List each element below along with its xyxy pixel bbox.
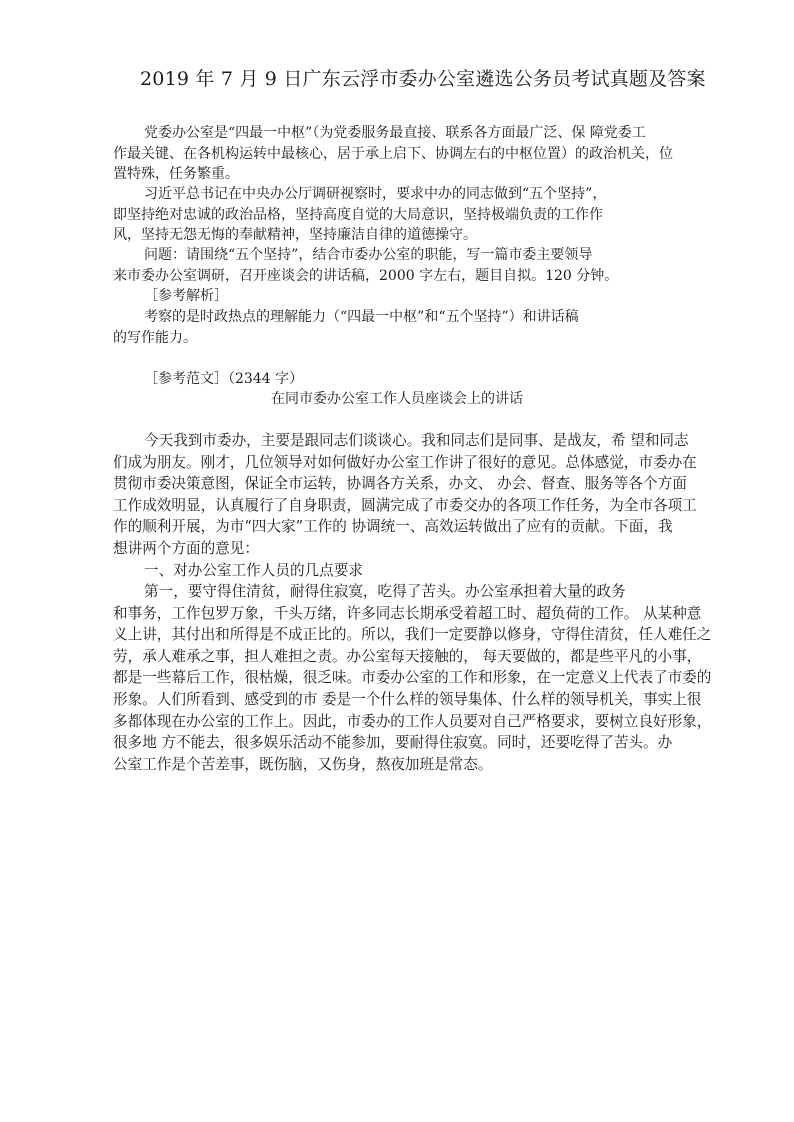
text-line: 来市委办公室调研，召开座谈会的讲话稿，2000 字左右，题目自拟。120 分钟。	[113, 267, 619, 284]
speech-paragraph-2	[113, 581, 712, 775]
text-line: 劳，承人难承之事，担人难担之责。办公室每天接触的， 每天要做的，都是些平凡的小事，	[113, 647, 702, 665]
text-line: 形象。人们所看到、感受到的市 委是一个什么样的领导集体、什么样的领导机关，事实上很	[113, 690, 702, 708]
section-heading: 一、对办公室工作人员的几点要求	[144, 562, 363, 579]
analysis-paragraph	[113, 307, 693, 348]
text-line: 党委办公室是“四最一中枢”（为党委服务最直接、联系各方面最广泛、保 障党委工	[144, 125, 646, 141]
text-line: 的写作能力。	[113, 329, 197, 346]
text-line: 都是一些幕后工作，很枯燥，很乏味。市委办公室的工作和形象，在一定意义上代表了市委的	[113, 669, 712, 687]
text-line: 风，坚持无怨无悔的奉献精神，坚持廉洁自律的道德操守。	[113, 227, 477, 243]
text-line: 即坚持绝对忠诚的政治品格，坚持高度自觉的大局意识，坚持极端负责的工作作	[113, 206, 603, 223]
text-line: 很多地 方不能去，很多娱乐活动不能参加，要耐得住寂寞。同时，还要吃得了苦头。办	[113, 734, 673, 752]
speech-paragraph-1	[113, 430, 698, 560]
text-line: 作最关键、在各机构运转中最核心，居于承上启下、协调左右的中枢位置）的政治机关，位	[113, 145, 673, 162]
text-line: 多都体现在办公室的工作上。因此，市委办的工作人员要对自己严格要求，要树立良好形象，	[113, 712, 712, 730]
speech-title: 在同市委办公室工作人员座谈会上的讲话	[271, 391, 523, 407]
text-line: 工作成效明显，认真履行了自身职责，圆满完成了市委交办的各项工作任务，为全市各项工	[113, 496, 697, 514]
text-line: 第一，要守得住清贫，耐得住寂寞，吃得了苦头。办公室承担着大量的政务	[144, 583, 626, 600]
text-line: 想讲两个方面的意见：	[113, 539, 259, 557]
text-line: 置特殊，任务繁重。	[113, 166, 239, 182]
text-line: 和事务，工作包罗万象，千头万绪，许多同志长期承受着超工时、超负荷的工作。 从某种意	[113, 604, 702, 622]
question-paragraph	[113, 245, 693, 286]
text-line: 问题：请围绕“五个坚持”，结合市委办公室的职能，写一篇市委主要领导	[144, 247, 593, 263]
intro-paragraph-2	[113, 184, 693, 246]
text-line: 习近平总书记在中央办公厅调研视察时，要求中办的同志做到“五个坚持”，	[144, 186, 607, 202]
text-line: 公室工作是个苦差事，既伤脑，又伤身，熬夜加班是常态。	[113, 755, 493, 773]
text-line: 今天我到市委办，主要是跟同志们谈谈心。我和同志们是同事、是战友，希 望和同志	[144, 432, 689, 449]
sample-essay-label: ［参考范文］（2344 字）	[144, 371, 304, 387]
text-line: 作的顺利开展，为市“四大家”工作的 协调统一、高效运转做出了应有的贡献。下面，我	[113, 518, 673, 536]
text-line: 义上讲，其付出和所得是不成正比的。所以，我们一定要静以修身，守得住清贫，任人难任之	[113, 626, 712, 644]
intro-paragraph-1	[113, 123, 693, 185]
analysis-label: ［参考解析］	[144, 288, 228, 304]
text-line: 贯彻市委决策意图，保证全市运转，协调各方关系，办文、 办会、督查、服务等各个方面	[113, 475, 687, 493]
text-line: 们成为朋友。刚才，几位领导对如何做好办公室工作讲了很好的意见。总体感觉，市委办在	[113, 453, 697, 471]
text-line: 考察的是时政热点的理解能力（“四最一中枢”和“五个坚持”）和讲话稿	[144, 309, 579, 325]
document-title: 2019 年 7 月 9 日广东云浮市委办公室遴选公务员考试真题及答案	[140, 68, 706, 90]
